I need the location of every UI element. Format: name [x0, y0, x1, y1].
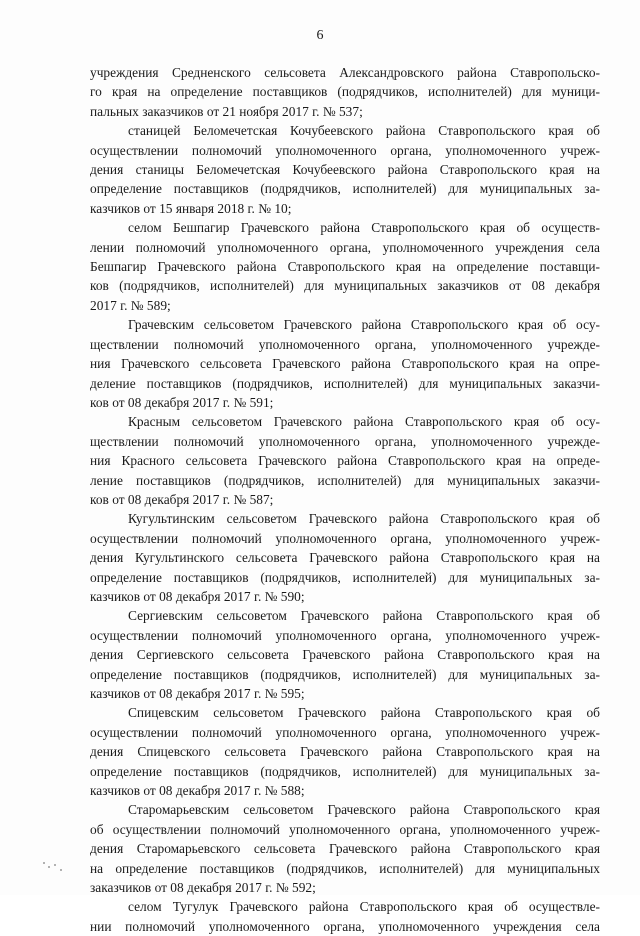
text-line: осуществлении полномочий уполномоченного органа, уполномоченного учреж-: [90, 627, 600, 643]
text-line: Бешпагир Грачевского района Ставропольского края на определение поставщи-: [90, 259, 600, 275]
text-line: ществлении полномочий уполномоченного органа, уполномоченного учрежде-: [90, 336, 600, 352]
text-line: лении полномочий уполномоченного органа, уполномоченного учреждения села: [90, 239, 600, 255]
paragraph: [90, 218, 600, 315]
text-line: ков от 08 декабря 2017 г. № 587;: [90, 491, 274, 507]
paragraph: [90, 412, 600, 509]
paragraph: [90, 703, 600, 800]
paragraph: [90, 121, 600, 218]
text-line: ление поставщиков (подрядчиков, исполнителей) для муниципальных заказчи-: [90, 472, 600, 488]
text-line: дения Старомарьевского сельсовета Грачевского района Ставропольского края: [90, 841, 600, 857]
scan-artifact: [48, 866, 50, 868]
paragraph: [90, 509, 600, 606]
paragraph: [90, 63, 600, 121]
paragraph: [90, 800, 600, 897]
text-line: нии полномочий уполномоченного органа, уполномоченного учреждения села: [90, 918, 600, 934]
text-line: ния Красного сельсовета Грачевского района Ставропольского края на опреде-: [90, 453, 600, 469]
text-line: селом Бешпагир Грачевского района Ставропольского края об осуществ-: [128, 220, 600, 236]
text-line: казчиков от 08 декабря 2017 г. № 590;: [90, 588, 305, 604]
text-line: Старомарьевским сельсоветом Грачевского района Ставропольского края: [128, 802, 600, 818]
text-line: Спицевским сельсоветом Грачевского района Ставропольского края об: [128, 705, 600, 721]
text-line: Грачевским сельсоветом Грачевского района Ставропольского края об осу-: [128, 317, 600, 333]
text-line: 2017 г. № 589;: [90, 297, 171, 313]
text-line: станицей Беломечетская Кочубеевского района Ставропольского края об: [128, 123, 600, 139]
text-line: казчиков от 08 декабря 2017 г. № 588;: [90, 783, 305, 799]
scan-artifact: [54, 864, 56, 866]
text-line: определение поставщиков (подрядчиков, исполнителей) для муниципальных за-: [90, 763, 600, 779]
text-line: ков (подрядчиков, исполнителей) для муниципальных заказчиков от 08 декабря: [90, 278, 600, 294]
text-line: Кугультинским сельсоветом Грачевского района Ставропольского края об: [128, 511, 600, 527]
text-line: заказчиков от 08 декабря 2017 г. № 592;: [90, 880, 316, 896]
text-line: Красным сельсоветом Грачевского района Ставропольского края об осу-: [128, 414, 600, 430]
text-line: учреждения Средненского сельсовета Александровского района Ставропольско-: [90, 65, 600, 80]
text-line: дения станицы Беломечетская Кочубеевского района Ставропольского края на: [90, 162, 600, 178]
scan-artifact: [43, 862, 45, 864]
text-line: го края на определение поставщиков (подрядчиков, исполнителей) для муници-: [90, 84, 600, 100]
text-line: казчиков от 08 декабря 2017 г. № 595;: [90, 686, 305, 701]
text-line: ществлении полномочий уполномоченного органа, уполномоченного учрежде-: [90, 433, 600, 449]
text-line: Сергиевским сельсоветом Грачевского района Ставропольского края об: [128, 608, 600, 624]
text-line: осуществлении полномочий уполномоченного органа, уполномоченного учреж-: [90, 530, 600, 546]
text-line: об осуществлении полномочий уполномоченного органа, уполномоченного учреж-: [90, 821, 600, 837]
paragraph: [90, 315, 600, 412]
text-line: ков от 08 декабря 2017 г. № 591;: [90, 394, 274, 410]
text-line: определение поставщиков (подрядчиков, исполнителей) для муниципальных за-: [90, 569, 600, 585]
text-line: дения Спицевского сельсовета Грачевского района Ставропольского края на: [90, 744, 600, 760]
text-line: на определение поставщиков (подрядчиков, исполнителей) для муниципальных: [90, 860, 600, 876]
text-line: определение поставщиков (подрядчиков, исполнителей) для муниципальных за-: [90, 666, 600, 682]
text-line: селом Тугулук Грачевского района Ставропольского края об осуществле-: [128, 899, 600, 915]
document-body: [90, 63, 600, 936]
scan-artifact: [60, 869, 62, 871]
text-line: дения Сергиевского сельсовета Грачевского района Ставропольского края на: [90, 647, 600, 663]
text-line: пальных заказчиков от 21 ноября 2017 г. № 537;: [90, 103, 363, 119]
text-line: дения Кугультинского сельсовета Грачевского района Ставропольского края на: [90, 550, 600, 566]
text-line: осуществлении полномочий уполномоченного органа, уполномоченного учреж-: [90, 724, 600, 740]
text-line: казчиков от 15 января 2018 г. № 10;: [90, 200, 292, 216]
page-number: 6: [316, 28, 324, 43]
paragraph: [90, 606, 600, 703]
text-line: определение поставщиков (подрядчиков, исполнителей) для муниципальных за-: [90, 181, 600, 197]
text-line: ния Грачевского сельсовета Грачевского района Ставропольского края на опре-: [90, 356, 600, 372]
text-line: осуществлении полномочий уполномоченного органа, уполномоченного учреж-: [90, 142, 600, 158]
paragraph: [90, 897, 600, 936]
text-line: деление поставщиков (подрядчиков, исполнителей) для муниципальных заказчи-: [90, 375, 600, 391]
